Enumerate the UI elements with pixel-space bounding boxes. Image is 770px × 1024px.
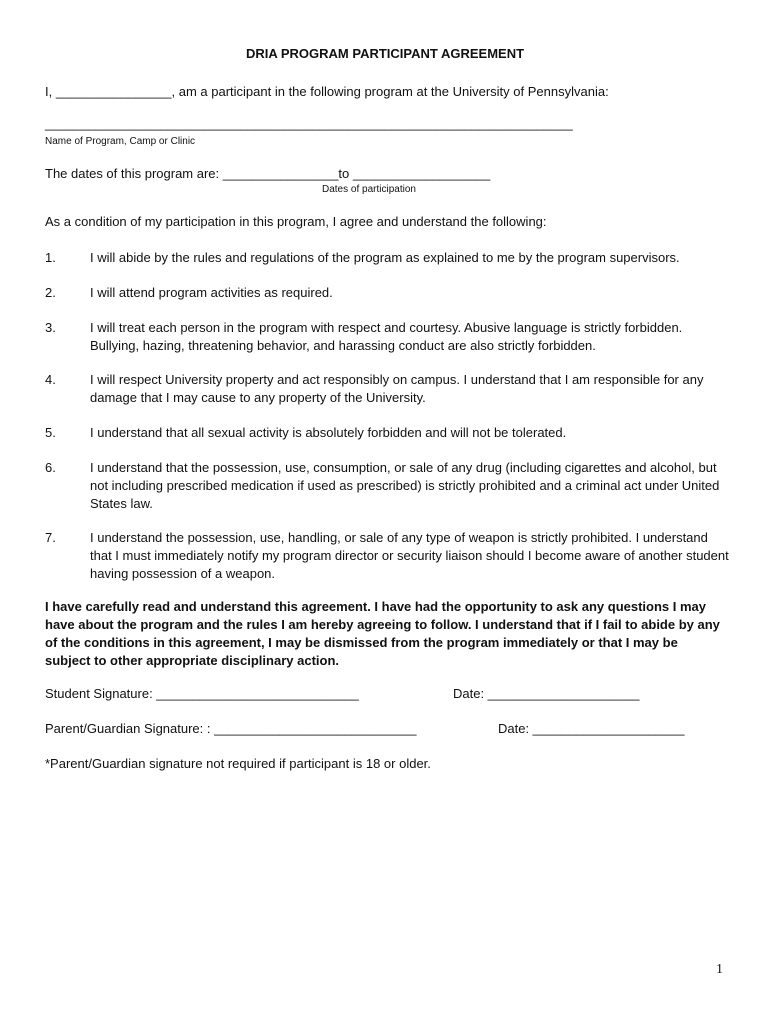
item-text: I will treat each person in the program with respect and courtesy. Abusive language is strictly forbidden. Bullying, hazing, threatening behavior, and harassing conduct are also strictly forbidden. [90, 320, 683, 353]
program-name-caption: Name of Program, Camp or Clinic [45, 136, 196, 147]
item-text: I understand that all sexual activity is absolutely forbidden and will not be tolerated. [90, 425, 567, 440]
item-number: 3. [45, 320, 56, 335]
student-date-field[interactable]: Date: _____________________ [453, 686, 640, 701]
condition-statement: As a condition of my participation in this program, I agree and understand the following: [45, 214, 547, 229]
participant-name-line: I, ________________, am a participant in the following program at the University of Pennsylvania: [45, 84, 609, 99]
page-number: 1 [716, 962, 723, 977]
parent-signature-field[interactable]: Parent/Guardian Signature: : ____________________________ [45, 721, 417, 736]
acknowledgement-paragraph: I have carefully read and understand this agreement. I have had the opportunity to ask any questions I may have about the program and the rules I am hereby agreeing to follow. I understand that if I fail to abide by any of the conditions in this agreement, I may be dismissed from the program immediately or that I may be subject to other appropriate disciplinary action. [45, 599, 720, 668]
program-dates-line: The dates of this program are: ________________to ___________________ [45, 166, 491, 181]
signature-footnote: *Parent/Guardian signature not required if participant is 18 or older. [45, 756, 431, 771]
item-text: I understand the possession, use, handling, or sale of any type of weapon is strictly prohibited. I understand that I must immediately notify my program director or security liaison should I become aware of another student having possession of a weapon. [90, 530, 729, 581]
item-text: I understand that the possession, use, consumption, or sale of any drug (including cigarettes and alcohol, but not including prescribed medication if used as prescribed) is strictly prohibited and a criminal act under United States law. [90, 460, 720, 511]
item-number: 7. [45, 530, 56, 545]
program-name-blank: _________________________________________________________________________ [45, 116, 573, 131]
item-number: 1. [45, 250, 56, 265]
document-title: DRIA PROGRAM PARTICIPANT AGREEMENT [245, 46, 525, 61]
item-text: I will respect University property and act responsibly on campus. I understand that I am responsible for any damage that I may cause to any property of the University. [90, 372, 704, 405]
parent-date-field[interactable]: Date: _____________________ [498, 721, 685, 736]
item-number: 6. [45, 460, 56, 475]
item-number: 2. [45, 285, 56, 300]
student-signature-field[interactable]: Student Signature: ____________________________ [45, 686, 359, 701]
program-dates-caption: Dates of participation [322, 184, 416, 195]
item-text: I will abide by the rules and regulations of the program as explained to me by the program supervisors. [90, 250, 680, 265]
item-text: I will attend program activities as required. [90, 285, 333, 300]
item-number: 5. [45, 425, 56, 440]
item-number: 4. [45, 372, 56, 387]
